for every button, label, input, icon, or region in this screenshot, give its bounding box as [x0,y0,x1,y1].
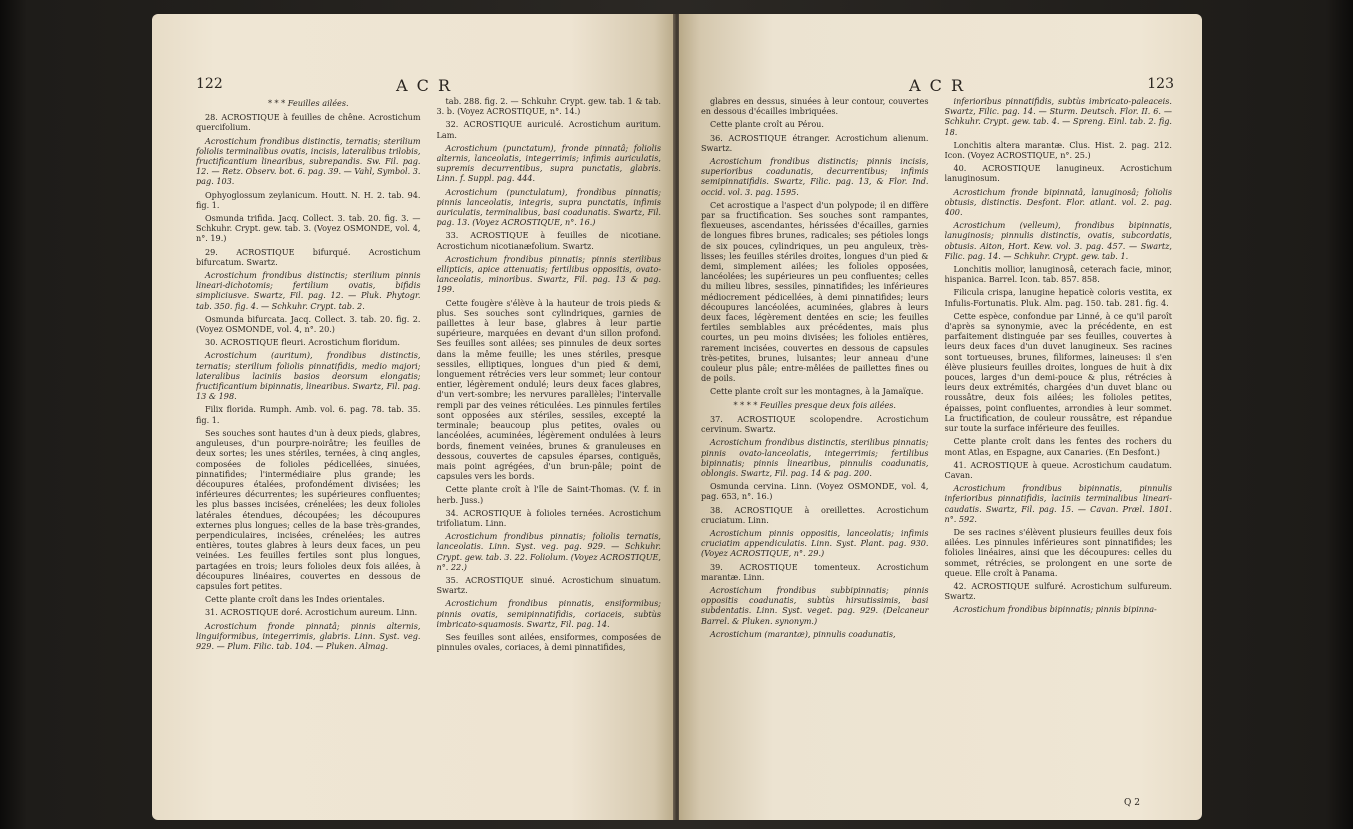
left-running-head: A C R [396,76,453,95]
left-columns [196,96,661,814]
left-page-number: 122 [196,76,223,92]
paragraph: tab. 288. fig. 2. — Schkuhr. Crypt. gew. tab. 1 & tab. 3. b. (Voyez ACROSTIQUE, n°. 14.) [436,96,661,117]
paragraph: glabres en dessus, sinuées à leur contour, couvertes en dessous d'écailles imbriquées. [701,96,929,117]
paragraph: 40. ACROSTIQUE lanugineux. Acrostichum lanuginosum. [944,163,1172,184]
paragraph: Acrostichum frondibus pinnatis; pinnis sterilibus ellipticis, apice attenuatis; fertilibus oppositis, ovato-lanceolatis, minoribus. Swartz, Fil. pag. 13 & pag. 199. [436,253,661,295]
right-page [679,14,1202,820]
paragraph: Cette plante croît sur les montagnes, à la Jamaïque. [710,386,924,397]
paragraph: Acrostichum (marantæ), pinnulis coadunatis, [710,628,896,639]
left-column-1 [196,96,421,814]
paragraph: Lonchitis mollior, lanuginosâ, ceterach facie, minor, hispanica. Barrel. Icon. tab. 857. 858. [944,264,1172,285]
paragraph: Acrostichum frondibus pinnatis; foliolis ternatis, lanceolatis. Linn. Syst. veg. pag. 929. — Schkuhr. Crypt. gew. tab. 3. 22. Foliolum. (Voyez ACROSTIQUE, n°. 22.) [436,531,661,572]
paragraph: 32. ACROSTIQUE auriculé. Acrostichum auritum. Lam. [436,119,661,140]
paragraph: Ses souches sont hautes d'un à deux pieds, glabres, anguleuses, d'un pourpre-noirâtre; les feuilles de deux sortes; les unes stériles, ternées, à cinq angles, composées de folioles pédicellées, sinuées, pinnatifides; l'intermédiaire plus grande; les découpures étalées, profondément divisées; les inférieures décurrentes; les supérieures confluentes; les plus basses incisées, crénelées; les deux folioles latérales étendues, découpées; les découpures externes plus longues; celles de la base très-grandes, perpendiculaires, incisées, crénelées; les autres entières, toutes glabres à leurs deux faces, un peu veinées. Les feuilles fertiles sont plus longues, partagées en trois; leurs folioles deux fois ailées, à découpures linéaires, couvertes en dessous de capsules fort petites. [196,427,421,591]
paragraph: Acrostichum frondibus bipinnatis, pinnulis inferioribus pinnatifidis, laciniis terminalibus lineari-caudatis. Swartz, Fil. pag. 15. — Cavan. Præl. 1801. n°. 592. [944,483,1172,524]
paragraph: 42. ACROSTIQUE sulfuré. Acrostichum sulfureum. Swartz. [944,580,1172,602]
paragraph: Acrostichum (auritum), frondibus distinctis, ternatis; sterilium foliolis pinnatifidis, medio majori; lateralibus laciniis basios deorsum elongatis; fructificantium bipinnatis, linearibus. Swartz, Fil. pag. 13 & 198. [196,350,421,402]
paragraph: 36. ACROSTIQUE étranger. Acrostichum alienum. Swartz. [701,132,929,153]
paragraph: Acrostichum frondibus subbipinnatis; pinnis oppositis coadunatis, subtùs hirsutissimis, basi subdentatis. Linn. Syst. veget. pag. 929. (Delcaneur Barrel. & Pluken. synonym.) [701,584,929,626]
paragraph: 35. ACROSTIQUE sinué. Acrostichum sinuatum. Swartz. [436,574,661,596]
paragraph: Acrostichum pinnis oppositis, lanceolatis; infimis cruciatim appendiculatis. Linn. Syst. Plant. pag. 930. (Voyez ACROSTIQUE, n°. 29.) [701,527,929,559]
right-column-1 [701,96,929,814]
paragraph: Filicula crispa, lanugine hepaticè coloris vestita, ex Infulis-Fortunatis. Pluk. Alm. pag. 150. tab. 281. fig. 4. [944,287,1172,308]
paragraph: Cette plante croît à l'île de Saint-Thomas. (V. f. in herb. Juss.) [436,484,661,505]
paragraph: Osmunda trifida. Jacq. Collect. 3. tab. 20. fig. 3. — Schkuhr. Crypt. gew. tab. 3. (Voyez OSMONDE, vol. 4, n°. 19.) [196,213,421,244]
right-columns [701,96,1172,814]
paragraph: Osmunda cervina. Linn. (Voyez OSMONDE, vol. 4, pag. 653, n°. 16.) [701,481,929,502]
left-column-2 [437,96,662,814]
right-running-head: A C R [909,76,966,95]
paragraph: Cet acrostique a l'aspect d'un polypode; il en diffère par sa fructification. Ses souches sont rampantes, flexueuses, ascendantes, hérissées d'écailles, garnies de longues fibres brunes, radicales; ses pétioles longs de six pouces, cylindriques, un peu anguleux, très-lisses; les feuilles stériles droites, longues d'un pied & demi, simplement ailées; les folioles opposées, lancéolées; les supérieures un peu confluentes; celles du milieu libres, sessiles, pinnatifides; les inférieures médiocrement pédicellées, à demi pinnatifides; leurs découpures lancéolées, acuminées, glabres à leurs deux faces, légèrement dentées en scie; les feuilles fertiles semblables aux précédentes, mais plus courtes, un peu moins divisées; les folioles entières, rarement incisées, couvertes en dessous de capsules très-petites, brunes, luisantes; leur anneau d'une couleur plus pâle; entre-mêlées de paillettes fines ou de poils. [701,199,929,384]
paragraph: 30. ACROSTIQUE fleuri. Acrostichum floridum. [205,337,400,348]
paragraph: Acrostichum (velleum), frondibus bipinnatis, lanuginosis; pinnulis distinctis, ovatis, subcordatis, obtusis. Aiton, Hort. Kew. vol. 3. pag. 457. — Swartz, Filic. pag. 14. — Schkuhr. Crypt. gew. tab. 1. [944,220,1172,261]
paragraph: 34. ACROSTIQUE à folioles ternées. Acrostichum trifoliatum. Linn. [436,507,661,528]
paragraph: 28. ACROSTIQUE à feuilles de chêne. Acrostichum quercifolium. [196,112,421,133]
paragraph: 37. ACROSTIQUE scolopendre. Acrostichum cervinum. Swartz. [701,413,929,435]
paragraph: Cette plante croît dans les fentes des rochers du mont Atlas, en Espagne, aux Canaries. (En Desfont.) [944,436,1172,457]
paragraph: inferioribus pinnatifidis, subtùs imbricato-paleaceis. Swartz, Filic. pag. 14. — Sturm. Deutsch. Flor. II. 6. — Schkuhr. Crypt. gew. tab. 4. — Spreng. Einl. tab. 2. fig. 18. [944,96,1172,137]
paragraph: Cette espèce, confondue par Linné, à ce qu'il paroît d'après sa synonymie, avec la précédente, en est parfaitement distinguée par ses feuilles, couvertes à leurs deux faces d'un duvet lanugineux. Ses racines sont tortueuses, brunes, filiformes, laineuses: il s'en élève plusieurs feuilles droites, longues de huit à dix pouces, larges d'un demi-pouce & plus, rétrécies à leurs deux extrémités, chargées d'un duvet blanc ou roussâtre, deux fois ailées; les folioles petites, épaisses, point confluentes, arrondies à leur sommet. La fructification, de couleur roussâtre, est répandue sur toute la surface inférieure des feuilles. [944,310,1172,434]
paragraph: Acrostichum (punctulatum), frondibus pinnatis; pinnis lanceolatis, integris, supra punctatis, infimis auriculatis, terminalibus, basi coadunatis. Swartz, Fil. pag. 13. (Voyez ACROSTIQUE, n°. 16.) [436,186,661,228]
paragraph: Acrostichum frondibus pinnatis, ensiformibus; pinnis ovatis, semipinnatifidis, coriaceis, subtùs imbricato-squamosis. Swartz, Fil. pag. 14. [436,598,661,629]
paragraph: 39. ACROSTIQUE tomenteux. Acrostichum marantæ. Linn. [701,561,929,582]
paragraph: 31. ACROSTIQUE doré. Acrostichum aureum. Linn. [205,607,418,618]
paragraph: Acrostichum frondibus bipinnatis; pinnis bipinna- [953,604,1157,615]
paragraph: Cette plante croît au Pérou. [710,119,824,130]
paragraph: Osmunda bifurcata. Jacq. Collect. 3. tab. 20. fig. 2. (Voyez OSMONDE, vol. 4, n°. 20.) [196,313,421,335]
right-column-2 [945,96,1173,814]
paragraph: Cette plante croît dans les Indes orientales. [205,594,385,605]
paragraph: Ses feuilles sont ailées, ensiformes, composées de pinnules ovales, coriaces, à demi pinnatifides, [436,631,661,653]
paragraph: Cette fougère s'élève à la hauteur de trois pieds & plus. Ses souches sont cylindriques, garnies de paillettes à leur base, glabres à leur partie supérieure, marquées en devant d'un sillon profond. Ses feuilles sont ailées; ses pinnules de deux sortes dans la même feuille; les unes stériles, presque sessiles, elliptiques, longues d'un pied & demi, longuement rétrécies vers leur sommet; leur contour entier, légèrement ondulé; leurs deux faces glabres, d'un vert-sombre; les nervures parallèles; l'intervalle rempli par des veines réticulées. Les pinnules fertiles sont opposées aux stériles, sessiles, excepté la terminale; beaucoup plus petites, ovales ou lancéolées, acuminées, légèrement ondulées à leurs bords, finement veinées, brunes & granuleuses en dessous, couvertes de capsules éparses, contiguës, mais point agrégées, d'un brun-pâle; point de capsules vers les bords. [436,297,661,482]
paragraph: Ophyoglossum zeylanicum. Houtt. N. H. 2. tab. 94. fig. 1. [196,189,421,210]
paragraph: 29. ACROSTIQUE bifurqué. Acrostichum bifurcatum. Swartz. [196,246,421,267]
right-page-number: 123 [1147,76,1174,92]
paragraph: 33. ACROSTIQUE à feuilles de nicotiane. Acrostichum nicotianæfolium. Swartz. [436,230,661,251]
paragraph: Lonchitis altera marantæ. Clus. Hist. 2. pag. 212. Icon. (Voyez ACROSTIQUE, n°. 25.) [944,139,1172,161]
paragraph: Acrostichum (punctatum), fronde pinnatâ; foliolis alternis, lanceolatis, integerrimis; infimis auriculatis, supremis decurrentibus, supra punctatis, glabris. Linn. f. Suppl. pag. 444. [436,142,661,184]
page-signature: Q 2 [1124,798,1140,808]
section-heading: * * * * Feuilles presque deux fois ailées. [733,399,896,410]
section-heading: * * * Feuilles ailées. [267,98,349,108]
paragraph: Acrostichum frondibus distinctis; sterilium pinnis lineari-dichotomis; fertilium ovatis, bifidis simpliciusve. Swartz, Fil. pag. 12. — Pluk. Phytogr. tab. 350. fig. 4. — Schkuhr. Crypt. tab. 2. [196,270,421,311]
paragraph: Acrostichum fronde pinnatâ; pinnis alternis, linguiformibus, integerrimis, glabris. Linn. Syst. veg. 929. — Plum. Filic. tab. 104. — Pluken. Almag. [196,620,421,651]
paragraph: Acrostichum frondibus distinctis; pinnis incisis, superioribus coadunatis, decurrentibus; infimis semipinnatifidis. Swartz, Filic. pag. 13, & Flor. Ind. occid. vol. 3. pag. 1595. [701,156,929,197]
paragraph: Filix florida. Rumph. Amb. vol. 6. pag. 78. tab. 35. fig. 1. [196,404,421,425]
paragraph: Acrostichum fronde bipinnatâ, lanuginosâ; foliolis obtusis, distinctis. Desfont. Flor. atlant. vol. 2. pag. 400. [944,186,1172,218]
paragraph: Acrostichum frondibus distinctis, ternatis; sterilium foliolis terminalibus ovatis, incisis, lateralibus trilobis, fructificantium linearibus, subrepandis. Sw. Fil. pag. 12. — Retz. Observ. bot. 6. pag. 39. — Vahl, Symbol. 3. pag. 103. [196,135,421,187]
paragraph: 38. ACROSTIQUE à oreillettes. Acrostichum cruciatum. Linn. [701,504,929,525]
paragraph: De ses racines s'élèvent plusieurs feuilles deux fois ailées. Les pinnules inférieures sont pinnatifides; les folioles linéaires, ainsi que les découpures: celles du sommet, rétrécies, se prolongent en une sorte de queue. Elle croît à Panama. [944,526,1172,578]
paragraph: Acrostichum frondibus distinctis, sterilibus pinnatis; pinnis ovato-lanceolatis, integerrimis; fertilibus bipinnatis; pinnis linearibus, pinnulis coadunatis, oblongis. Swartz, Fil. pag. 14 & pag. 200. [701,437,929,478]
paragraph: 41. ACROSTIQUE à queue. Acrostichum caudatum. Cavan. [944,459,1172,480]
left-page [152,14,675,820]
